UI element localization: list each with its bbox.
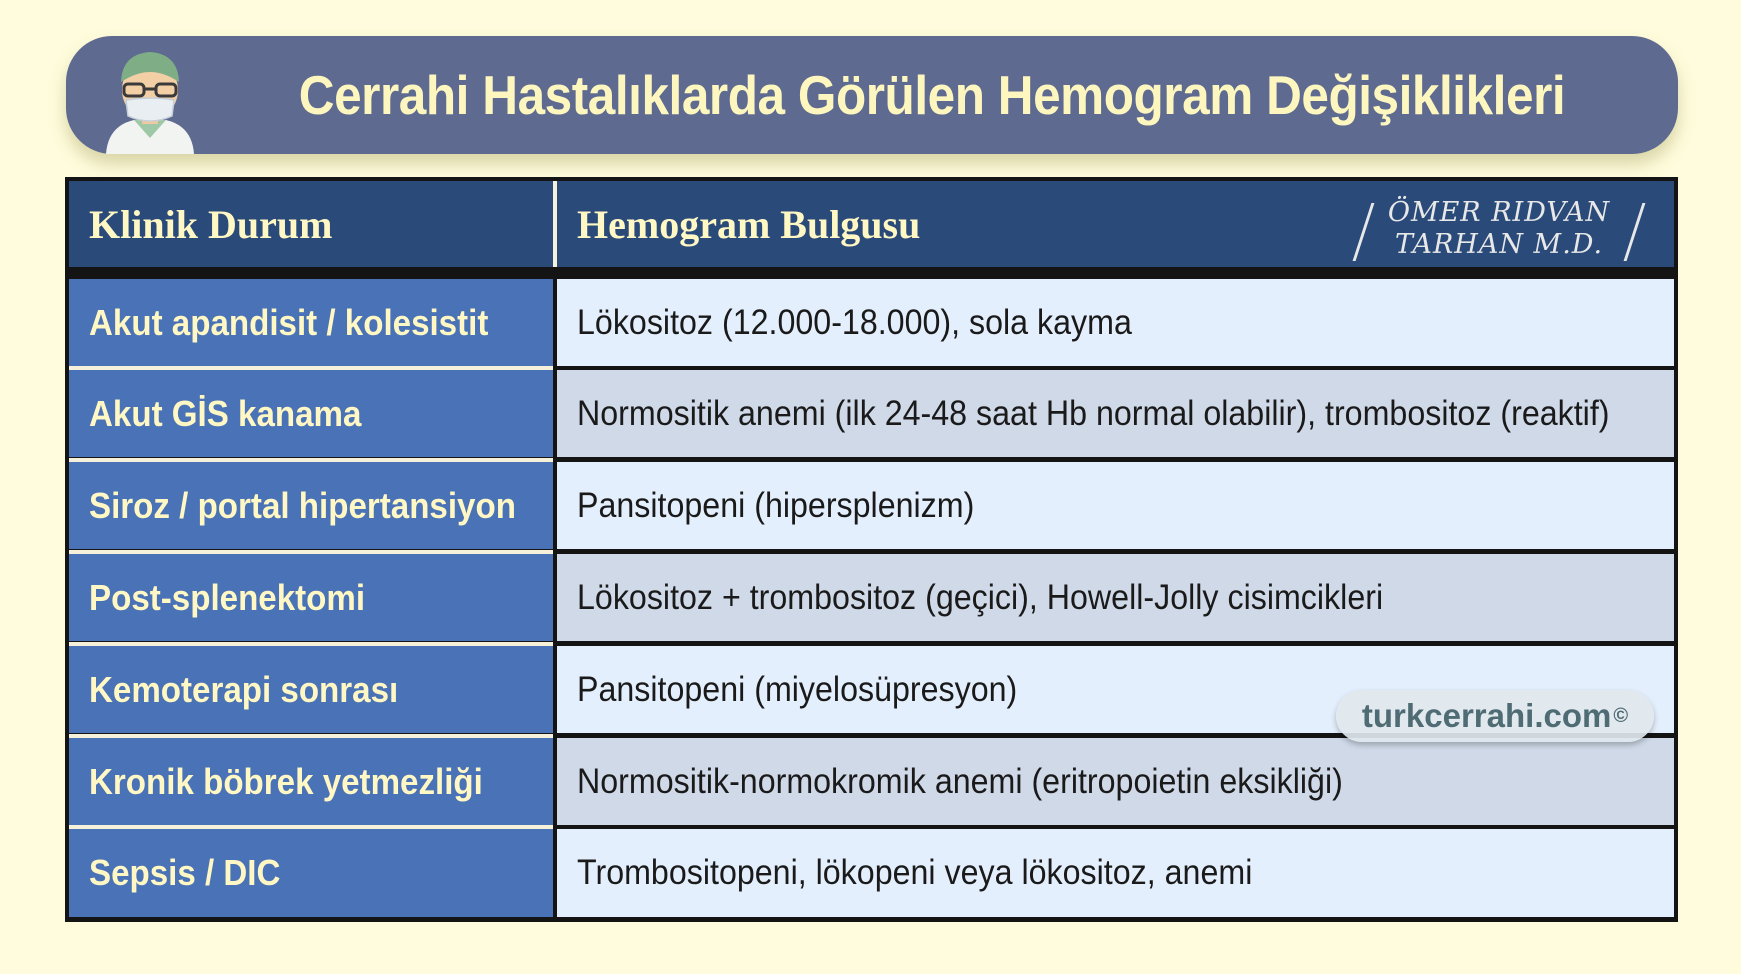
table-row [65,554,1678,641]
finding-cell [557,370,1674,457]
table-row [65,738,1678,825]
condition-cell [69,738,553,825]
finding-text: Trombositopeni, lökopeni veya lökositoz, anemi [577,853,1253,892]
condition-text: Siroz / portal hipertansiyon [89,484,516,526]
finding-text: Pansitopeni (miyelosüpresyon) [577,669,1018,709]
copyright-symbol: © [1613,704,1629,727]
surgeon-avatar-icon [94,42,206,154]
finding-cell [557,829,1674,917]
finding-text: Pansitopeni (hipersplenizm) [577,485,975,525]
finding-cell [557,738,1674,825]
watermark-text: turkcerrahi.com [1361,697,1612,734]
condition-text: Sepsis / DIC [89,852,281,893]
condition-text: Kemoterapi sonrası [89,668,399,710]
finding-text: Lökositoz + trombositoz (geçici), Howell-Jolly cisimcikleri [577,577,1384,617]
site-watermark [1336,690,1654,742]
condition-cell [69,462,553,549]
condition-text: Akut GİS kanama [89,392,362,434]
condition-text: Post-splenektomi [89,576,366,618]
condition-cell [69,279,553,366]
table-row [65,370,1678,457]
table-row [65,462,1678,549]
finding-cell [557,462,1674,549]
condition-cell [69,370,553,457]
header-cell-finding [557,181,1674,267]
condition-text: Akut apandisit / kolesistit [89,301,489,343]
condition-cell [69,829,553,917]
condition-cell [69,554,553,641]
condition-text: Kronik böbrek yetmezliği [89,760,483,802]
header-cell-clinical [69,181,553,267]
finding-cell [557,279,1674,366]
table-header-row [69,181,1674,267]
finding-text: Lökositoz (12.000-18.000), sola kayma [577,302,1132,342]
author-signature [1354,197,1644,261]
finding-text: Normositik anemi (ilk 24-48 saat Hb normal olabilir), trombositoz (reaktif) [577,393,1610,433]
table-row [65,279,1678,366]
signature-line-2: TARHAN M.D. [1394,229,1604,260]
header-clinical-label: Klinik Durum [89,201,333,247]
condition-cell [69,646,553,733]
page-title: Cerrahi Hastalıklarda Görülen Hemogram Değişiklikleri [298,64,1566,126]
signature-line-1: ÖMER RIDVAN [1387,197,1611,228]
header-finding-label: Hemogram Bulgusu [577,201,921,247]
title-banner [66,36,1678,154]
table-row [65,829,1678,917]
finding-cell [557,554,1674,641]
finding-text: Normositik-normokromik anemi (eritropoietin eksikliği) [577,761,1343,801]
